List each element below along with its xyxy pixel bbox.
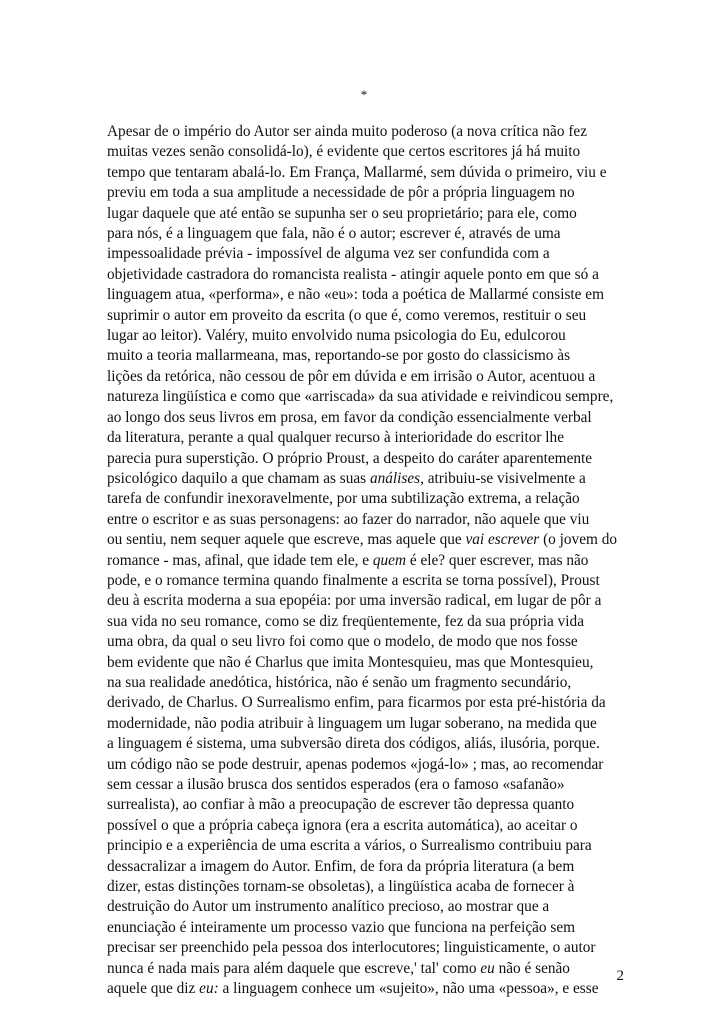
- text-line: [107, 755, 627, 775]
- italic-text: eu:: [199, 980, 219, 998]
- text-line: [107, 265, 627, 285]
- text-line: [107, 387, 627, 407]
- text-line: [107, 408, 627, 428]
- text-line: [107, 897, 627, 917]
- text-segment: um código não se pode destruir, apenas podemos «jogá-lo» ; mas, ao recomendar: [107, 755, 604, 773]
- text-segment: para nós, é a linguagem que fala, não é o autor; escrever é, através de uma: [107, 225, 561, 243]
- text-segment: modernidade, não podia atribuir à linguagem um lugar soberano, na medida que: [107, 714, 597, 732]
- text-line: [107, 530, 627, 550]
- text-segment: sua vida no seu romance, como se diz freqüentemente, fez da sua própria vida: [107, 612, 584, 630]
- text-line: [107, 367, 627, 387]
- text-segment: a linguagem conhece um «sujeito», não uma «pessoa», e esse: [218, 980, 599, 998]
- text-line: [107, 469, 627, 489]
- text-segment: parecia pura superstição. O próprio Proust, a despeito do caráter aparentemente: [107, 449, 593, 467]
- text-line: [107, 449, 627, 469]
- text-line: [107, 591, 627, 611]
- text-segment: principio e a experiência de uma escrita a vários, o Surrealismo contribuiu para: [107, 837, 592, 855]
- text-segment: Apesar de o império do Autor ser ainda muito poderoso (a nova crítica não fez: [107, 123, 587, 140]
- text-line: [107, 795, 627, 815]
- italic-text: eu: [480, 959, 495, 977]
- text-segment: possível o que a própria cabeça ignora (era a escrita automática), ao aceitar o: [107, 816, 578, 834]
- text-segment: aquele que diz: [107, 980, 200, 998]
- text-line: [107, 653, 627, 673]
- text-line: [107, 285, 627, 305]
- text-segment: tarefa de confundir inexoravelmente, por uma subtilização extrema, a relação: [107, 490, 580, 508]
- text-segment: nunca é nada mais para além daquele que escreve,' tal' como: [107, 959, 481, 977]
- text-line: [107, 142, 627, 162]
- body-paragraph: [107, 122, 627, 999]
- text-line: [107, 816, 627, 836]
- text-segment: ao longo dos seus livros em prosa, em favor da condição essencialmente verbal: [107, 408, 592, 426]
- text-segment: não é senão: [494, 959, 570, 977]
- text-line: [107, 959, 627, 979]
- text-segment: objetividade castradora do romancista realista - atingir aquele ponto em que só a: [107, 265, 599, 283]
- text-segment: na sua realidade anedótica, histórica, não é senão um fragmento secundário,: [107, 673, 572, 691]
- text-line: [107, 918, 627, 938]
- text-segment: romance - mas, afinal, que idade tem ele, e: [107, 551, 373, 569]
- text-line: [107, 244, 627, 264]
- text-line: [107, 551, 627, 571]
- text-segment: muito a teoria mallarmeana, mas, reportando-se por gosto do classicismo às: [107, 347, 571, 365]
- text-line: [107, 836, 627, 856]
- text-segment: deu à escrita moderna a sua epopéia: por uma inversão radical, em lugar de pôr a: [107, 592, 602, 610]
- text-segment: natureza lingüística e como que «arriscada» da sua atividade e reivindicou sempre,: [107, 388, 614, 406]
- text-line: [107, 734, 627, 754]
- text-line: [107, 428, 627, 448]
- text-line: [107, 326, 627, 346]
- text-segment: atribuiu-se visivelmente a: [423, 469, 586, 487]
- text-segment: dessacralizar a imagem do Autor. Enfim, de fora da própria literatura (a bem: [107, 857, 575, 875]
- text-line: [107, 857, 627, 877]
- page-number: 2: [616, 968, 624, 984]
- text-segment: bem evidente que não é Charlus que imita Montesquieu, mas que Montesquieu,: [107, 653, 594, 671]
- text-segment: uma obra, da qual o seu livro foi como que o modelo, de modo que nos fosse: [107, 633, 578, 651]
- text-segment: surrealista), ao confiar à mão a preocupação de escrever tão depressa quanto: [107, 796, 575, 814]
- text-line: [107, 673, 627, 693]
- text-segment: lugar ao leitor). Valéry, muito envolvido numa psicologia do Eu, edulcorou: [107, 327, 566, 345]
- text-segment: lições da retórica, não cessou de pôr em dúvida e em irrisão o Autor, acentuou a: [107, 367, 596, 385]
- section-separator: *: [360, 87, 368, 102]
- text-segment: dizer, estas distinções tornam-se obsoletas), a lingüística acaba de fornecer à: [107, 878, 575, 896]
- text-line: [107, 979, 627, 999]
- text-segment: linguagem atua, «performa», e não «eu»: toda a poética de Mallarmé consiste em: [107, 286, 604, 304]
- text-line: [107, 510, 627, 530]
- text-line: [107, 612, 627, 632]
- text-line: [107, 346, 627, 366]
- text-segment: previu em toda a sua amplitude a necessidade de pôr a própria linguagem no: [107, 184, 575, 202]
- text-segment: suprimir o autor em proveito da escrita (o que é, como veremos, restituir o seu: [107, 306, 587, 324]
- text-line: [107, 183, 627, 203]
- text-segment: entre o escritor e as suas personagens: ao fazer do narrador, não aquele que viu: [107, 510, 590, 528]
- text-segment: psicológico daquilo a que chamam as suas: [107, 469, 370, 487]
- text-segment: ou sentiu, nem sequer aquele que escreve, mas aquele que: [107, 531, 466, 549]
- text-segment: precisar ser preenchido pela pessoa dos interlocutores; linguisticamente, o autor: [107, 939, 596, 957]
- text-line: [107, 775, 627, 795]
- text-line: [107, 714, 627, 734]
- text-segment: pode, e o romance termina quando finalmente a escrita se torna possível), Proust: [107, 571, 600, 589]
- italic-text: quem: [372, 551, 407, 569]
- text-line: [107, 224, 627, 244]
- text-segment: sem cessar a ilusão brusca dos sentidos esperados (era o famoso «safanão»: [107, 776, 565, 793]
- text-line: [107, 489, 627, 509]
- text-segment: destruição do Autor um instrumento analítico precioso, ao mostrar que a: [107, 898, 550, 916]
- text-line: [107, 204, 627, 224]
- text-line: [107, 163, 627, 183]
- text-segment: impessoalidade prévia - impossível de alguma vez ser confundida com a: [107, 245, 550, 263]
- text-segment: enunciação é inteiramente um processo vazio que funciona na perfeição sem: [107, 918, 576, 936]
- text-line: [107, 632, 627, 652]
- text-segment: muitas vezes senão consolidá-lo), é evidente que certos escritores já há muito: [107, 143, 581, 161]
- text-segment: é ele? quer escrever, mas não: [406, 551, 589, 569]
- text-segment: lugar daquele que até então se supunha ser o seu proprietário; para ele, como: [107, 204, 577, 222]
- italic-text: análises,: [369, 469, 424, 487]
- text-line: [107, 938, 627, 958]
- text-segment: derivado, de Charlus. O Surrealismo enfim, para ficarmos por esta pré-história da: [107, 694, 606, 712]
- text-segment: tempo que tentaram abalá-lo. Em França, Mallarmé, sem dúvida o primeiro, viu e: [107, 163, 607, 181]
- text-segment: da literatura, perante a qual qualquer recurso à interioridade do escritor lhe: [107, 429, 564, 447]
- text-line: [107, 122, 627, 142]
- text-line: [107, 306, 627, 326]
- text-segment: (o jovem do: [539, 531, 617, 549]
- italic-text: vai escrever: [465, 531, 540, 549]
- text-line: [107, 693, 627, 713]
- text-line: [107, 571, 627, 591]
- text-segment: a linguagem é sistema, uma subversão direta dos códigos, aliás, ilusória, porque.: [107, 735, 600, 753]
- text-line: [107, 877, 627, 897]
